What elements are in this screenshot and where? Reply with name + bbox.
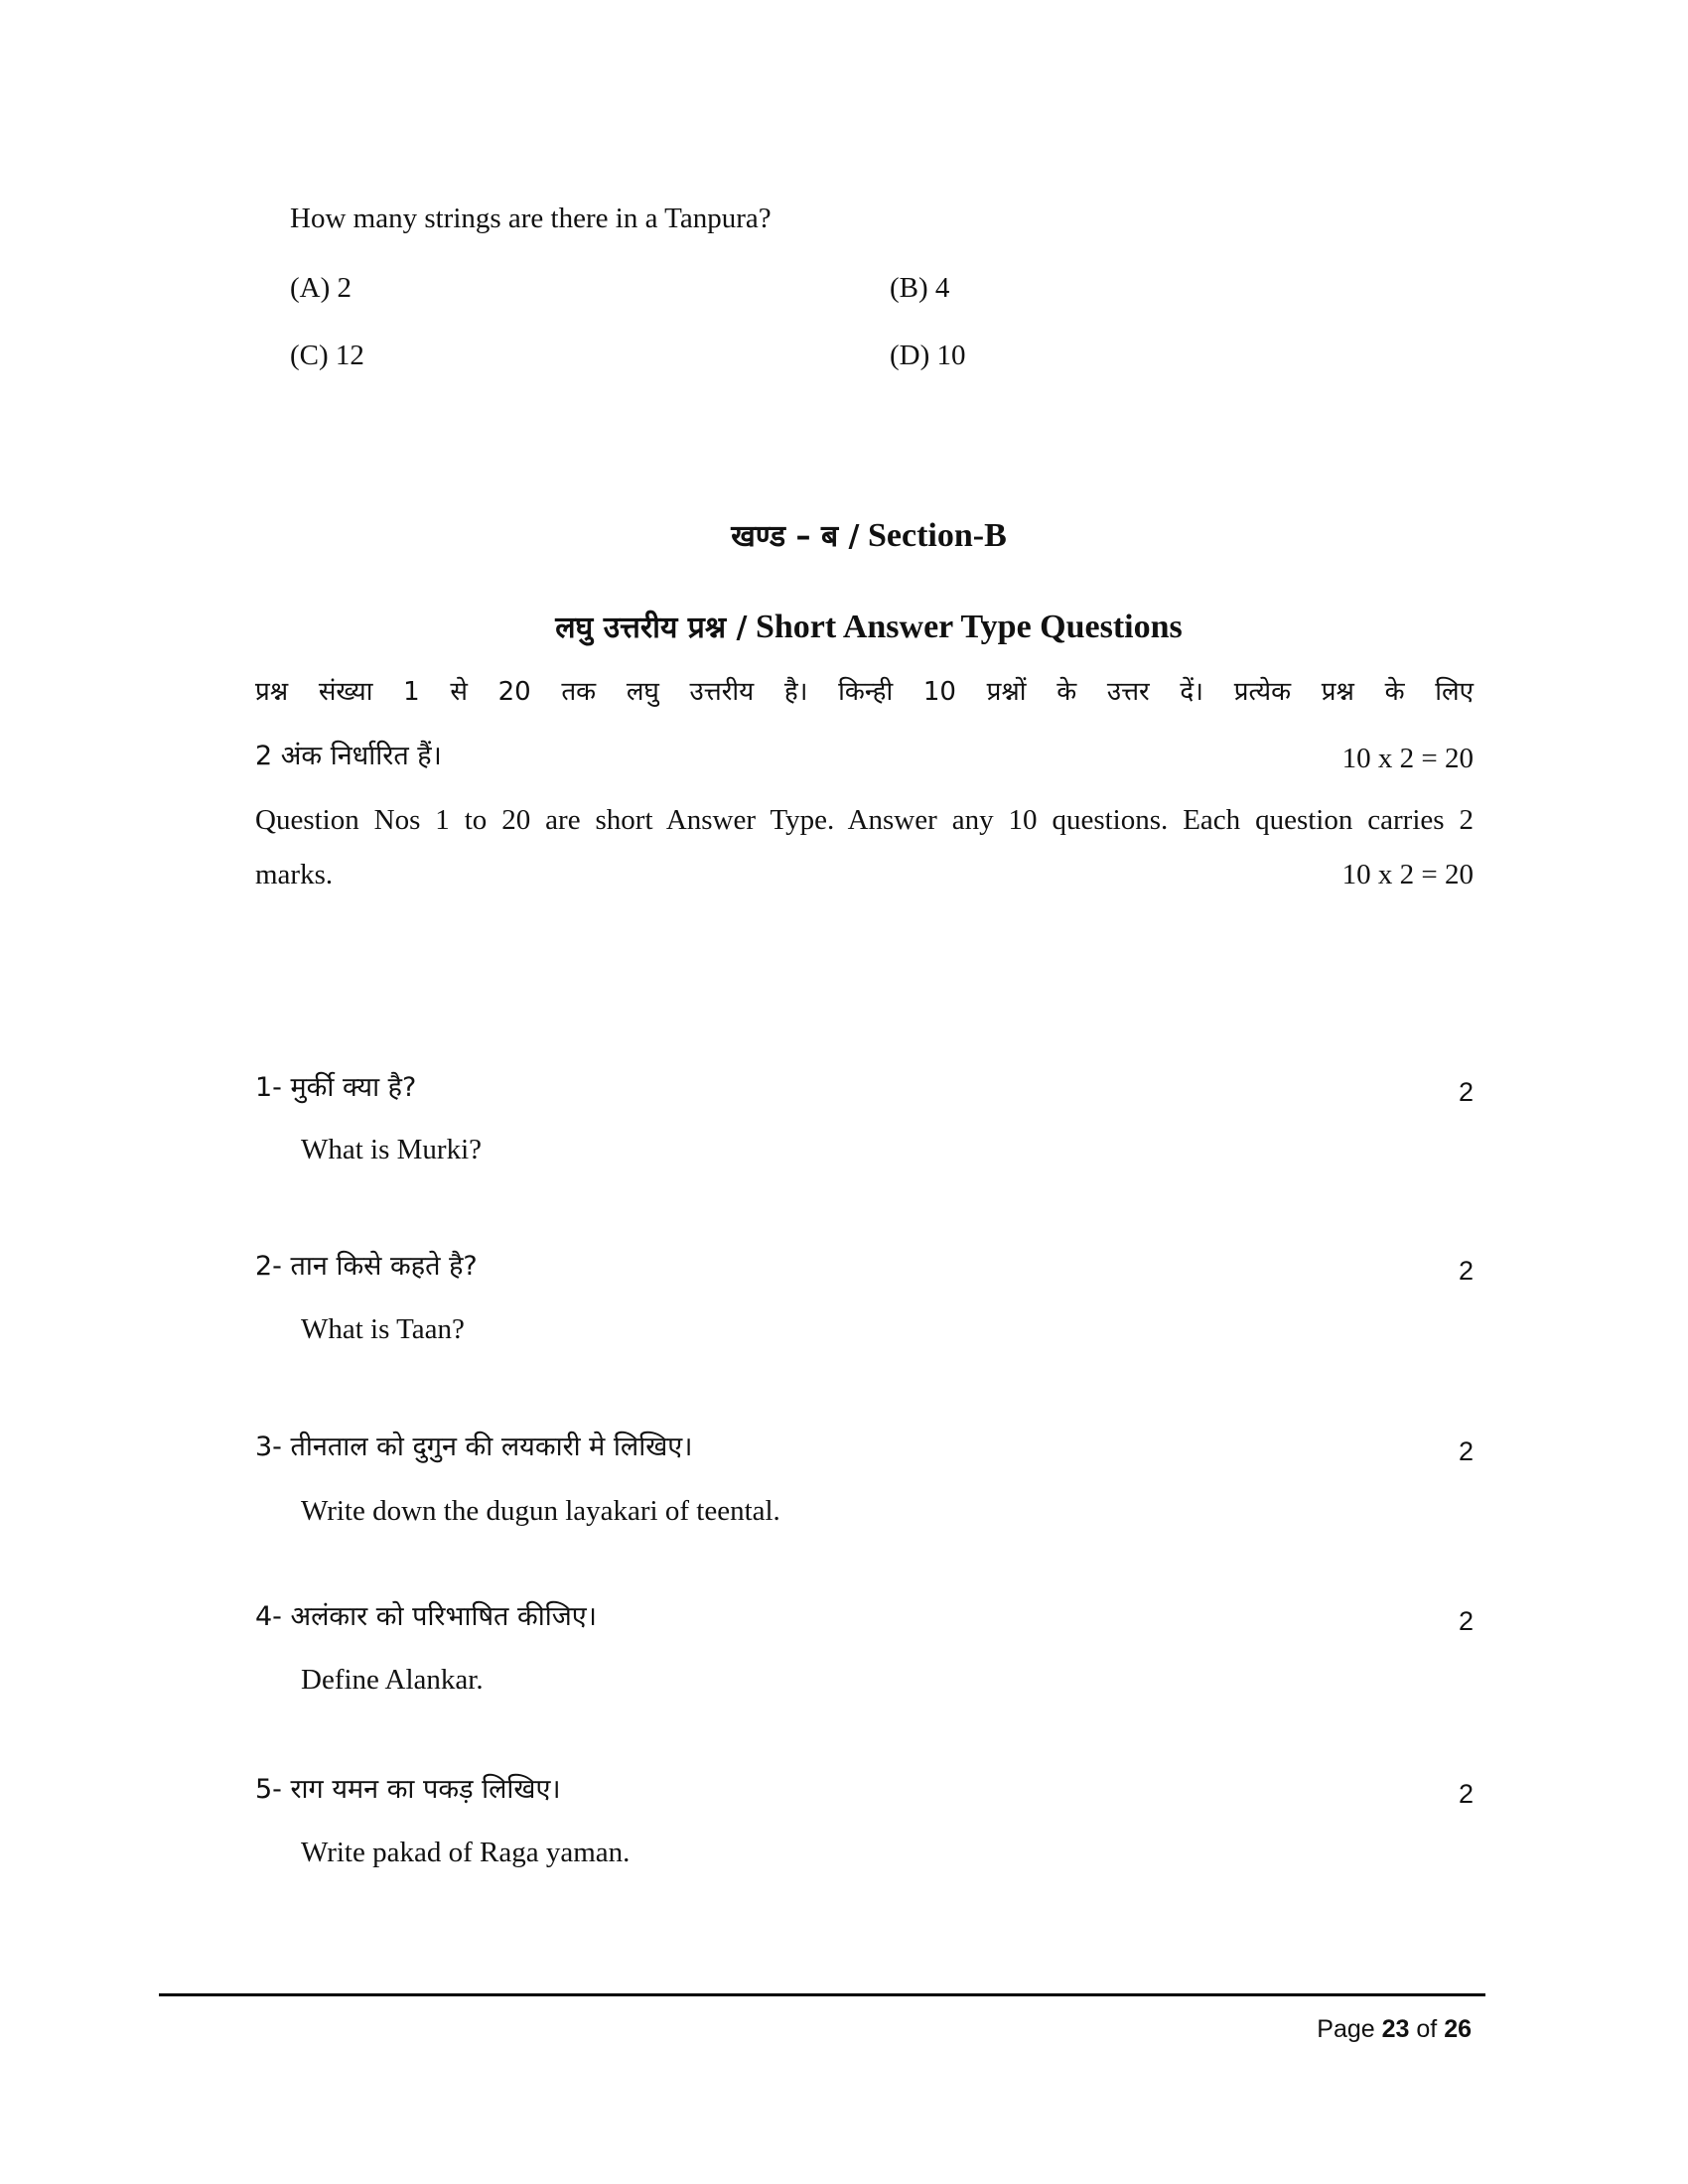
question-hi: 1- मुर्की क्या है? bbox=[255, 1072, 417, 1103]
mcq-question: How many strings are there in a Tanpura? bbox=[290, 203, 772, 234]
page-of: of bbox=[1409, 2015, 1445, 2043]
question-marks: 2 bbox=[1458, 1436, 1474, 1466]
instructions-hi-marks: 10 x 2 = 20 bbox=[1341, 743, 1474, 774]
mcq-option-d: (D) 10 bbox=[890, 340, 966, 371]
page-number bbox=[1317, 2015, 1472, 2044]
section-subtitle bbox=[0, 606, 1688, 646]
section-subtitle-hi: लघु उत्तरीय प्रश्न / bbox=[555, 611, 748, 645]
instructions-hi-line2: 2 अंक निर्धारित हैं। bbox=[255, 741, 442, 771]
question-marks: 2 bbox=[1458, 1606, 1474, 1636]
question-en: What is Murki? bbox=[301, 1134, 483, 1165]
question-hi: 5- राग यमन का पकड़ लिखिए। bbox=[255, 1774, 561, 1805]
instructions-en-marks: 10 x 2 = 20 bbox=[1341, 859, 1474, 890]
question-hi: 2- तान किसे कहते है? bbox=[255, 1251, 478, 1282]
question-marks: 2 bbox=[1458, 1077, 1474, 1107]
question-en: Write pakad of Raga yaman. bbox=[301, 1837, 631, 1868]
footer-divider bbox=[159, 1993, 1485, 1996]
question-hi: 3- तीनताल को दुगुन की लयकारी मे लिखिए। bbox=[255, 1432, 693, 1462]
question-en: What is Taan? bbox=[301, 1313, 465, 1345]
question-marks: 2 bbox=[1458, 1256, 1474, 1286]
mcq-option-a: (A) 2 bbox=[290, 272, 352, 304]
mcq-option-b: (B) 4 bbox=[890, 272, 950, 304]
mcq-option-c: (C) 12 bbox=[290, 340, 364, 371]
section-subtitle-en: Short Answer Type Questions bbox=[755, 609, 1183, 645]
section-title-hi: खण्ड – ब / bbox=[731, 519, 860, 554]
instructions-en-line2: marks. bbox=[255, 859, 334, 890]
section-title-en: Section-B bbox=[867, 517, 1007, 554]
page-total: 26 bbox=[1444, 2015, 1472, 2043]
question-marks: 2 bbox=[1458, 1779, 1474, 1809]
instructions-hi-line1: प्रश्न संख्या 1 से 20 तक लघु उत्तरीय है। किन्ही 10 प्रश्नों के उत्तर दें। प्रत्येक प्रश्न के लिए bbox=[255, 677, 1474, 707]
question-hi: 4- अलंकार को परिभाषित कीजिए। bbox=[255, 1601, 597, 1632]
page-prefix: Page bbox=[1317, 2015, 1382, 2043]
instructions-en-line1: Question Nos 1 to 20 are short Answer Type. Answer any 10 questions. Each question carries 2 bbox=[255, 804, 1474, 836]
page-current: 23 bbox=[1381, 2015, 1410, 2043]
question-en: Write down the dugun layakari of teental. bbox=[301, 1495, 780, 1527]
section-title bbox=[0, 514, 1688, 555]
question-en: Define Alankar. bbox=[301, 1664, 484, 1696]
